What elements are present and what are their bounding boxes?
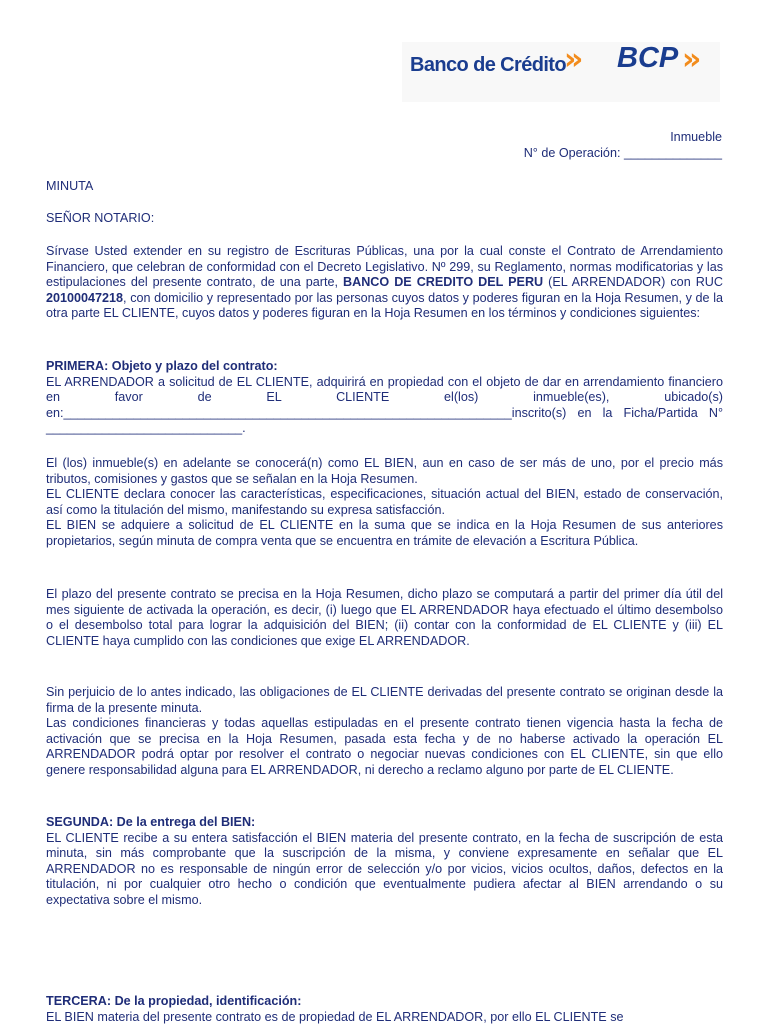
clause-primera-p1: EL ARRENDADOR a solicitud de EL CLIENTE, adquirirá en propiedad con el objeto de dar en arrendamiento financiero en favor de EL CLIENTE el(los) inmueble(es), ubicado(s) en:________________________________________________________________inscrito(s) en la Ficha/Partida N° ____________________________. <box>46 374 723 436</box>
minuta-title: MINUTA <box>46 179 94 193</box>
operation-number: N° de Operación: ______________ <box>523 146 722 160</box>
clause-primera-p4: EL BIEN se adquiere a solicitud de EL CLIENTE en la suma que se indica en la Hoja Resumen de sus anteriores propietarios, según minuta de compra venta que se encuentra en trámite de elevación a Escritura Pública. <box>46 518 723 548</box>
clause-primera-p5: El plazo del presente contrato se precisa en la Hoja Resumen, dicho plazo se computará a partir del primer día útil del mes siguiente de activada la operación, es decir, (i) luego que EL ARRENDADOR haya efectuado el último desembolso o el desembolso total para lograr la adquisición del BIEN; (ii) contar con la conformidad de EL CLIENTE y (iii) EL CLIENTE haya cumplido con las condiciones que exige EL ARRENDADOR. <box>46 587 723 648</box>
clause-primera-p6: Sin perjuicio de lo antes indicado, las obligaciones de EL CLIENTE derivadas del presente contrato se originan desde la firma de la presente minuta. <box>46 685 723 715</box>
clause-primera-p3: EL CLIENTE declara conocer las características, especificaciones, situación actual del BIEN, estado de conservación, así como la titulación del mismo, manifestando su expresa satisfacción. <box>46 487 723 517</box>
clause-primera-part2 <box>46 456 723 550</box>
clause-primera-part1 <box>46 359 723 437</box>
clause-tercera-p1: EL BIEN materia del presente contrato es de propiedad de EL ARRENDADOR, por ello EL CLIENTE se <box>46 1009 624 1024</box>
salutation: SEÑOR NOTARIO: <box>46 211 155 225</box>
clause-segunda-p1: EL CLIENTE recibe a su entera satisfacción el BIEN materia del presente contrato, en la fecha de suscripción de esta minuta, sin más comprobante que la suscripción de la misma, y conviene expresamente en señalar que EL ARRENDADOR no es responsable de ningún error de selección y/o por vicios, vicios ocultos, daños, defectos en la titulación, ni por cualquier otro hecho o condición que eventualmente pudiera afectar al BIEN arrendando o su expectativa sobre el mismo. <box>46 830 723 907</box>
property-type: Inmueble <box>670 130 722 144</box>
clause-tercera <box>46 994 723 1025</box>
logo-bank-name: Banco de Crédito <box>410 54 566 76</box>
clause-primera-p2: El (los) inmueble(s) en adelante se conocerá(n) como EL BIEN, aun en caso de ser más de uno, por el precio más tributos, comisiones y gastos que se señalan en la Hoja Resumen. <box>46 456 723 486</box>
clause-primera-part4 <box>46 685 723 779</box>
bank-name: BANCO DE CREDITO DEL PERU <box>343 275 544 290</box>
logo-acronym: BCP <box>617 42 679 74</box>
logo-chevron-end-icon: » <box>682 42 692 77</box>
clause-segunda-title: SEGUNDA: De la entrega del BIEN: <box>46 815 256 829</box>
clause-primera-p7: Las condiciones financieras y todas aquellas estipuladas en el presente contrato tienen vigencia hasta la fecha de activación que se precisa en la Hoja Resumen, pasada esta fecha y de no haberse activado la operación EL ARRENDADOR podrá optar por resolver el contrato o negociar nuevas condiciones con EL CLIENTE, sin que ello genere responsabilidad alguna para EL ARRENDADOR, ni derecho a reclamo alguno por parte de EL CLIENTE. <box>46 716 723 777</box>
bcp-logo <box>402 42 720 102</box>
clause-segunda <box>46 815 723 909</box>
document-header <box>322 130 722 162</box>
clause-tercera-title: TERCERA: De la propiedad, identificación: <box>46 994 302 1008</box>
clause-primera-title: PRIMERA: Objeto y plazo del contrato: <box>46 359 278 373</box>
clause-primera-part3 <box>46 587 723 649</box>
intro-paragraph: Sírvase Usted extender en su registro de Escrituras Públicas, una por la cual conste el Contrato de Arrendamiento Financiero, que celebran de conformidad con el Decreto Legislativo. Nº 299, su Reglamento, normas modificatorias y las estipulaciones del presente contrato, de una parte, BANCO DE CREDITO DEL PERU (EL ARRENDADOR) con RUC 20100047218, con domicilio y representado por las personas cuyos datos y poderes figuran en la Hoja Resumen, y de la otra parte EL CLIENTE, cuyos datos y poderes figuran en la Hoja Resumen en los términos y condiciones siguientes: <box>46 244 723 321</box>
ruc-number: 20100047218 <box>46 290 124 305</box>
logo-chevron-icon: » <box>564 42 574 77</box>
